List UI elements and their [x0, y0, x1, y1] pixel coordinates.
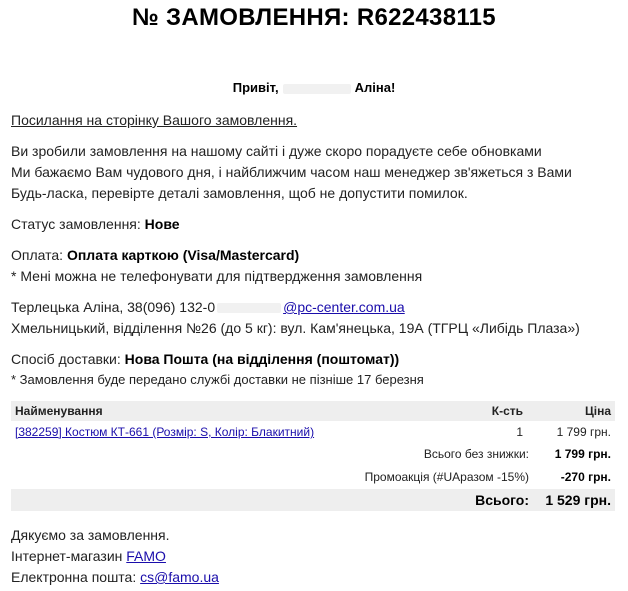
table-header-row: [11, 401, 615, 421]
shop-link[interactable]: FAMO: [126, 548, 166, 564]
thanks-text: Дякуємо за замовлення.: [11, 527, 170, 543]
intro-line-3: Будь-ласка, перевірте деталі замовлення, щоб не допустити помилок.: [11, 185, 468, 201]
item-link[interactable]: [382259] Костюм КТ-661 (Розмір: S, Колір: Блакитний): [15, 425, 315, 439]
total-row: [11, 489, 615, 511]
delivery-label: Спосіб доставки:: [11, 351, 121, 367]
col-name-header: Найменування: [11, 401, 449, 421]
promo-row: [11, 470, 615, 488]
customer-contact: [11, 299, 405, 315]
customer-name-phone: Терлецька Аліна, 38(096) 132-0: [11, 299, 216, 315]
customer-email-link[interactable]: @pc-center.com.ua: [283, 299, 405, 315]
greeting-hello: Привіт,: [232, 80, 279, 95]
payment: [11, 247, 299, 263]
order-status: [11, 216, 180, 232]
delivery: [11, 351, 399, 367]
col-qty-header: К-сть: [449, 401, 527, 421]
payment-value: Оплата карткою (Visa/Mastercard): [66, 247, 300, 263]
email-line: [11, 569, 219, 585]
greeting-name: Аліна!: [354, 80, 396, 95]
customer-address: Хмельницький, відділення №26 (до 5 кг): вул. Кам'янецька, 19А (ТГРЦ «Либідь Плаза»): [11, 320, 580, 336]
intro-line-1: Ви зробили замовлення на нашому сайті і дуже скоро порадуєте себе обновками: [11, 143, 542, 159]
greeting: [0, 80, 628, 95]
intro-line-2: Ми бажаємо Вам чудового дня, і найближчим часом наш менеджер зв'яжеться з Вами: [11, 164, 572, 180]
total-value: 1 529 грн.: [545, 492, 611, 508]
order-title: № ЗАМОВЛЕННЯ: R622438115: [132, 4, 496, 31]
item-name-cell: [11, 421, 449, 443]
item-price: 1 799 грн.: [556, 425, 611, 439]
table-row: [11, 421, 615, 443]
status-label: Статус замовлення:: [11, 216, 141, 232]
redacted-contact: [217, 303, 281, 313]
email-label: Електронна пошта:: [11, 569, 137, 585]
redacted-surname: [283, 84, 351, 94]
promo-value: -270 грн.: [560, 470, 611, 484]
shop-line: [11, 548, 166, 564]
item-qty: 1: [516, 425, 523, 439]
subtotal-row: [11, 447, 615, 465]
promo-label: Промоакція (#UAразом -15%): [364, 470, 529, 484]
order-page-link[interactable]: Посилання на сторінку Вашого замовлення.: [11, 112, 298, 128]
delivery-note: * Замовлення буде передано службі доставки не пізніше 17 березня: [11, 372, 424, 387]
shop-label: Інтернет-магазин: [11, 548, 123, 564]
delivery-value: Нова Пошта (на відділення (поштомат)): [124, 351, 400, 367]
col-price-header: Ціна: [527, 401, 615, 421]
status-value: Нове: [144, 216, 180, 232]
payment-label: Оплата:: [11, 247, 64, 263]
subtotal-label: Всього без знижки:: [423, 447, 529, 461]
order-items-table: [11, 401, 615, 443]
payment-note: * Мені можна не телефонувати для підтвердження замовлення: [11, 268, 423, 284]
email-link[interactable]: cs@famo.ua: [140, 569, 219, 585]
subtotal-value: 1 799 грн.: [554, 447, 611, 461]
total-label: Всього:: [475, 492, 529, 508]
